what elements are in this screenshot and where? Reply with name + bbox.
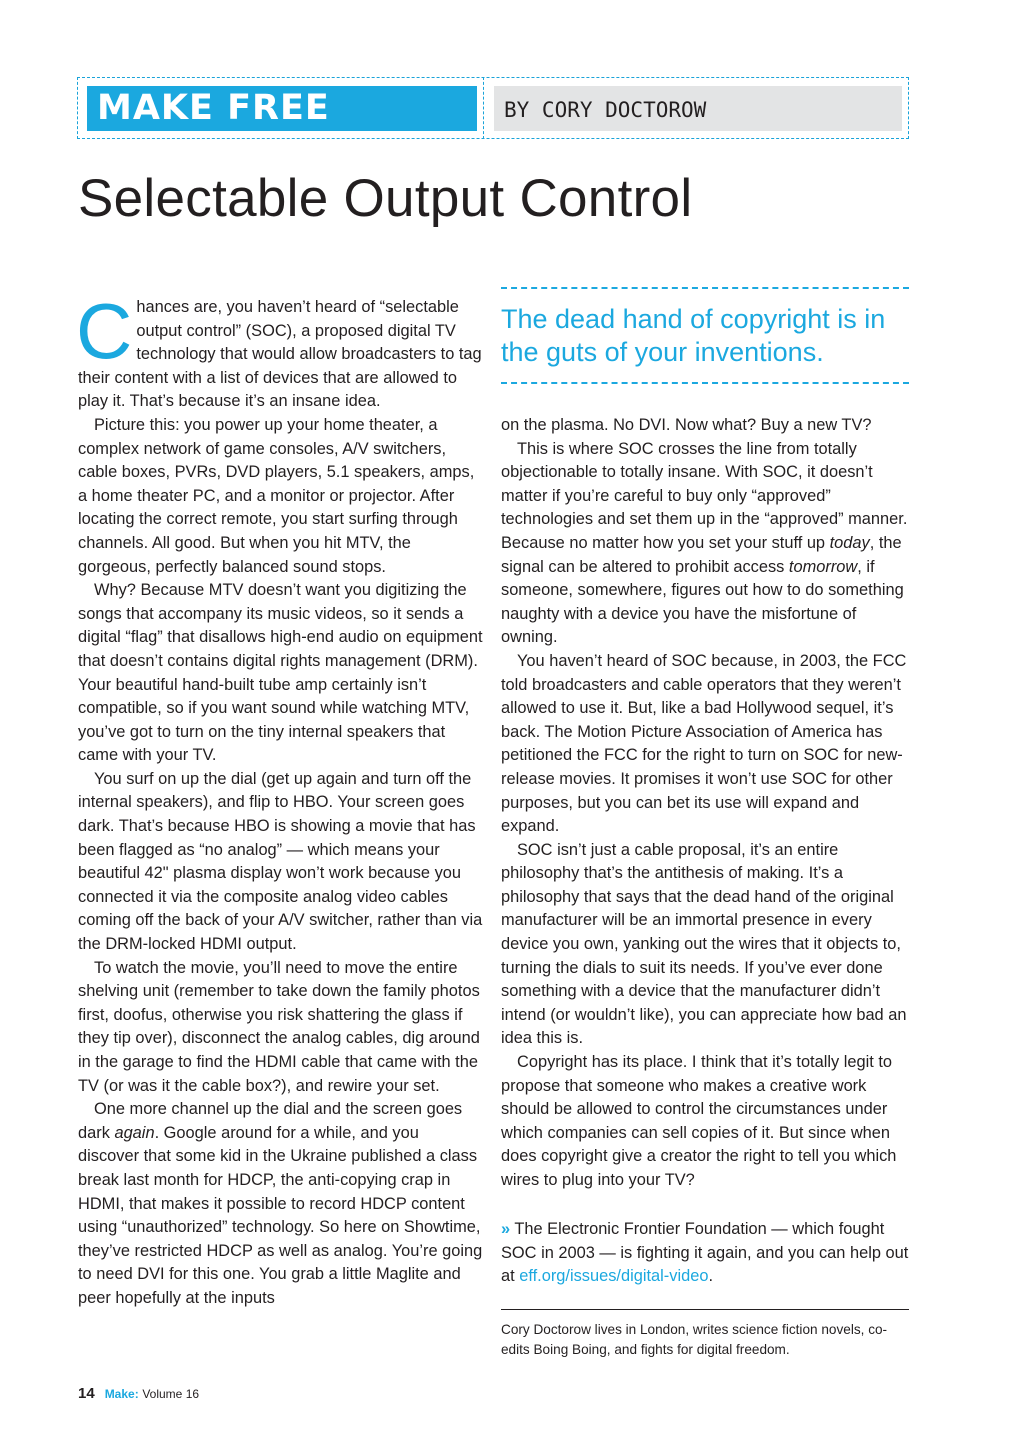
paragraph: SOC isn’t just a cable proposal, it’s an entire philosophy that’s the antithesis of making. It’s a philosophy that says that the dead hand of the original manufacturer will be an immortal presence in every device you own, yanking out the wires that it objects to, turning the dials to suit its needs. If you’ve ever done something with a device that the manufacturer didn’t intend (or wouldn’t like), you can appreciate how bad an idea this is. — [501, 840, 907, 1048]
paragraph: To watch the movie, you’ll need to move the entire shelving unit (remember to take down the family photos first, doofus, otherwise you risk shattering the glass if they tip over), disconnect the analog cables, dig around in the garage to find the HDMI cable that came with the TV (or was it the cable box?), and rewire your set. — [78, 958, 480, 1095]
article-title: Selectable Output Control — [78, 169, 693, 228]
emphasis: tomorrow — [788, 557, 858, 576]
paragraph — [76, 287, 484, 414]
emphasis: today — [829, 533, 870, 552]
left-column — [76, 287, 484, 1311]
paragraph: Copyright has its place. I think that it’s totally legit to propose that someone who makes a creative work should be allowed to control the circumstances under which companies can sell copies of it. But since when does copyright give a creator the right to tell you which wires to plug into your TV? — [501, 1053, 897, 1189]
pullquote: The dead hand of copyright is in the guts of your inventions. — [501, 304, 886, 367]
drop-cap: C — [76, 287, 133, 375]
folio — [78, 1385, 199, 1403]
header-divider — [483, 77, 484, 139]
emphasis: again — [114, 1123, 155, 1142]
bio-rule — [501, 1309, 909, 1310]
volume-label: Volume 16 — [142, 1387, 200, 1401]
paragraph-text: , the signal can be altered to prohibit access — [501, 533, 902, 576]
eff-link[interactable]: eff.org/issues/digital-video — [519, 1267, 709, 1286]
page-number: 14 — [78, 1385, 95, 1402]
cta-end: . — [708, 1267, 714, 1286]
double-chevron-icon: » — [501, 1220, 511, 1238]
paragraph-text: hances are, you haven’t heard of “selectable output control” (SOC), a proposed digital TV technology that would allow broadcasters to tag their content with a list of devices that are allowed to play it. That’s because it’s an insane idea. — [78, 298, 482, 411]
paragraph: Why? Because MTV doesn’t want you digitizing the songs that accompany its music videos, so it sends a digital “flag” that disallows high-end audio on equipment that doesn’t contains digital rights management (DRM). Your beautiful hand-built tube amp certainly isn’t compatible, so if you want sound while watching MTV, you’ve got to turn on the tiny internal speakers that came with your TV. — [78, 581, 483, 765]
magazine-name: Make: — [104, 1387, 139, 1401]
paragraph — [78, 1098, 484, 1310]
author-bio: Cory Doctorow lives in London, writes science fiction novels, co-edits Boing Boing, and fights for digital freedom. — [501, 1322, 888, 1357]
column-name: MAKE FREE — [87, 86, 477, 131]
paragraph-text: , if someone, somewhere, figures out how to do something naughty with a device you have the misfortune of owning. — [501, 557, 904, 647]
byline: BY CORY DOCTOROW — [494, 86, 902, 131]
paragraph-text: . Google around for a while, and you discover that some kid in the Ukraine published a class break last month for HDCP, the anti-copying crap in HDMI, that makes it possible to record HDCP content using “unauthorized” technology. So here on Showtime, they’ve restricted HDCP as well as analog. You’re going to need DVI for this one. You grab a little Maglite and peer hopefully at the inputs — [78, 1123, 483, 1307]
paragraph: You haven’t heard of SOC because, in 2003, the FCC told broadcasters and cable operators that they weren’t allowed to use it. But, like a bad Hollywood sequel, it’s back. The Motion Picture Association of America has petitioned the FCC for the right to turn on SOC for new-release movies. It promises it won’t use SOC for other purposes, but you can bet its use will expand and expand. — [501, 651, 907, 836]
right-column — [501, 414, 909, 1193]
paragraph: on the plasma. No DVI. Now what? Buy a new TV? — [501, 416, 872, 434]
cta-text: The Electronic Frontier Foundation — which fought SOC in 2003 — is fighting it again, and you can help out at — [501, 1220, 909, 1286]
paragraph-text: This is where SOC crosses the line from totally objectionable to totally insane. With SOC, it doesn’t matter if you’re careful to buy only “approved” technologies and set them up in the “approved” manner. Because no matter how you set your stuff up — [501, 439, 908, 552]
paragraph-text: One more channel up the dial and the screen goes dark — [78, 1100, 463, 1142]
paragraph: You surf on up the dial (get up again and turn off the internal speakers), and flip to HBO. Your screen goes dark. That’s because HBO is showing a movie that has been flagged as “no analog” — which means your beautiful 42" plasma display won’t work because you connected it via the composite analog video cables coming off the back of your A/V switcher, rather than via the DRM-locked HDMI output. — [78, 769, 483, 954]
call-to-action — [501, 1218, 909, 1289]
paragraph: Picture this: you power up your home theater, a complex network of game consoles, A/V switchers, cable boxes, PVRs, DVD players, 5.1 speakers, amps, a home theater PC, and a monitor or projector. After locating the correct remote, you start surfing through channels. All good. But when you hit MTV, the gorgeous, perfectly balanced sound stops. — [78, 415, 475, 576]
pullquote-rule-top — [501, 287, 909, 289]
paragraph — [501, 438, 909, 650]
pullquote-rule-bottom — [501, 382, 909, 384]
